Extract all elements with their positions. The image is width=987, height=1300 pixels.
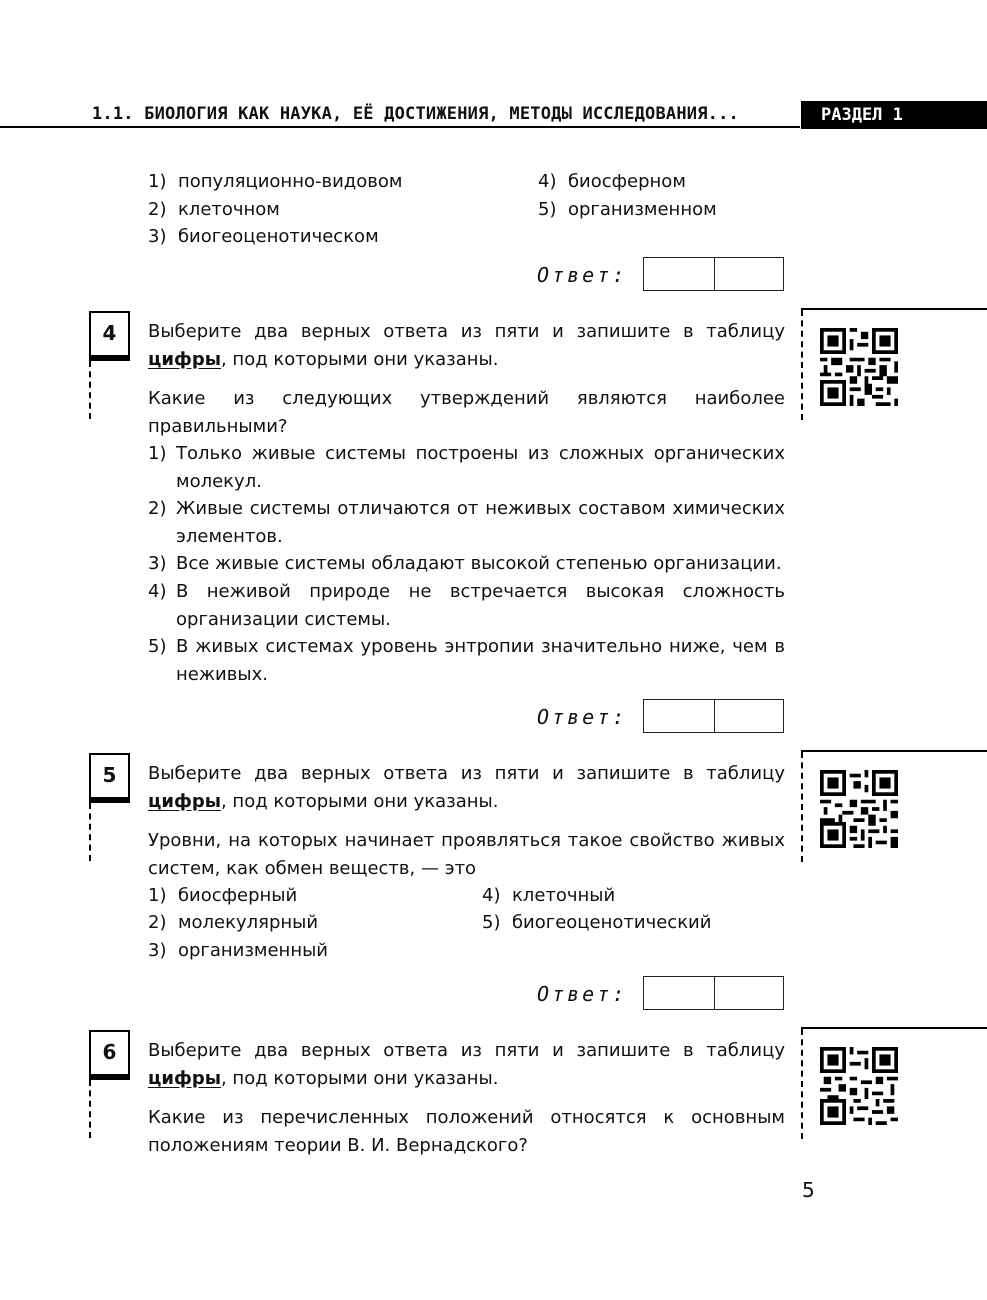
q4-answer-cell-2[interactable]: [715, 700, 785, 732]
q5-answer-label: Ответ:: [537, 982, 628, 1006]
q4-left-dashed-line: [89, 361, 91, 419]
q5-right-dashed-line: [801, 752, 803, 862]
q5-option-1: 1) биосферный: [148, 885, 298, 906]
q5-answer-cell-1[interactable]: [644, 977, 715, 1009]
q5-qr-rule: [801, 750, 987, 752]
q3-option-2: 2) клеточном: [148, 199, 280, 220]
q6-right-dashed-line: [801, 1029, 803, 1139]
q3-answer-cell-2[interactable]: [715, 258, 785, 290]
q5-option-4: 4) клеточный: [482, 885, 616, 906]
q4-right-dashed-line: [801, 310, 803, 420]
running-header-title: 1.1. БИОЛОГИЯ КАК НАУКА, ЕЁ ДОСТИЖЕНИЯ, МЕТОДЫ ИССЛЕДОВАНИЯ...: [92, 104, 739, 124]
q5-option-5: 5) биогеоценотический: [482, 912, 712, 933]
q3-answer-label: Ответ:: [537, 263, 628, 287]
q5-option-2: 2) молекулярный: [148, 912, 319, 933]
q5-left-dashed-line: [89, 803, 91, 861]
q4-option-1: 1) Только живые системы построены из сложных органических молекул.: [148, 443, 785, 492]
q3-answer-box: [643, 257, 784, 291]
q5-answer-box: [643, 976, 784, 1010]
q5-answer-cell-2[interactable]: [715, 977, 785, 1009]
header-rule: [0, 126, 800, 128]
q6-question: Какие из перечисленных положений относятся к основным положениям теории В. И. Вернадского?: [148, 1107, 785, 1156]
q4-answer-label: Ответ:: [537, 705, 628, 729]
q5-option-3: 3) организменный: [148, 940, 329, 961]
q5-question: Уровни, на которых начинает проявляться такое свойство живых систем, как обмен веществ, — это: [148, 830, 785, 879]
section-badge: РАЗДЕЛ 1: [801, 101, 987, 129]
q3-answer-cell-1[interactable]: [644, 258, 715, 290]
q6-qr-rule: [801, 1027, 987, 1029]
q3-option-5: 5) организменном: [538, 199, 717, 220]
q6-instruction: Выберите два верных ответа из пяти и запишите в таблицу цифры, под которыми они указаны.: [148, 1040, 785, 1089]
qr-code-icon: [820, 1047, 898, 1125]
q6-left-dashed-line: [89, 1080, 91, 1138]
q4-answer-cell-1[interactable]: [644, 700, 715, 732]
q4-option-5: 5) В живых системах уровень энтропии значительно ниже, чем в неживых.: [148, 636, 785, 685]
q4-answer-box: [643, 699, 784, 733]
q4-option-2: 2) Живые системы отличаются от неживых составом химических элементов.: [148, 498, 785, 547]
q4-option-4: 4) В неживой природе не встречается высокая сложность организации системы.: [148, 581, 785, 630]
q3-option-3: 3) биогеоценотическом: [148, 226, 379, 247]
q4-option-3: 3) Все живые системы обладают высокой степенью организации.: [148, 553, 782, 574]
q3-option-4: 4) биосферном: [538, 171, 686, 192]
page-number: 5: [802, 1178, 815, 1202]
q6-number-badge: 6: [89, 1030, 130, 1080]
qr-code-icon: [820, 328, 898, 406]
q4-qr-rule: [801, 308, 987, 310]
q4-number-badge: 4: [89, 311, 130, 361]
q5-number-badge: 5: [89, 753, 130, 803]
q5-instruction: Выберите два верных ответа из пяти и запишите в таблицу цифры, под которыми они указаны.: [148, 763, 785, 812]
q3-option-1: 1) популяционно-видовом: [148, 171, 403, 192]
qr-code-icon: [820, 770, 898, 848]
q4-instruction: Выберите два верных ответа из пяти и запишите в таблицу цифры, под которыми они указаны.: [148, 321, 785, 370]
q4-question: Какие из следующих утверждений являются наиболее правильными?: [148, 388, 785, 437]
